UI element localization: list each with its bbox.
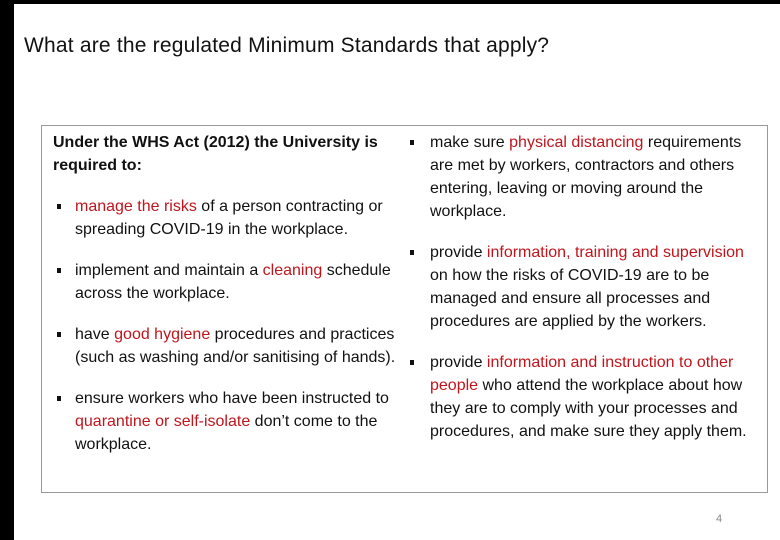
item-text: who attend the workplace about how they are to comply with your processes and procedures, and make sure they apply them.: [430, 377, 747, 440]
right-column: [410, 131, 765, 443]
item-text-highlight: manage the risks: [75, 198, 197, 215]
list-item: [53, 323, 408, 369]
square-bullet-icon: [57, 204, 61, 209]
item-text: make sure: [430, 134, 510, 151]
left-edge-bar: [0, 0, 14, 540]
intro-text: Under the WHS Act (2012) the University is required to:: [53, 134, 378, 174]
list-item: [53, 387, 408, 456]
item-text: provide: [430, 244, 487, 261]
top-rule: [14, 0, 780, 4]
item-text: provide: [430, 354, 487, 371]
square-bullet-icon: [410, 360, 414, 365]
list-item: [53, 259, 408, 305]
list-item: [410, 131, 765, 223]
left-column: [53, 131, 408, 456]
item-text: of a person contracting or spreading COVID-19 in the workplace.: [75, 198, 383, 238]
item-text: ensure workers who have been instructed to: [75, 390, 389, 407]
list-item: [53, 195, 408, 241]
item-text-highlight: cleaning: [262, 262, 323, 279]
page-number: 4: [716, 513, 723, 525]
square-bullet-icon: [57, 396, 61, 401]
list-item: [410, 241, 765, 333]
item-text: procedures and practices (such as washing and/or sanitising of hands).: [75, 326, 396, 366]
item-text-highlight: physical distancing: [509, 134, 644, 151]
slide-title: What are the regulated Minimum Standards that apply?: [24, 34, 550, 57]
item-text: on how the risks of COVID-19 are to be managed and ensure all processes and procedures are applied by the workers.: [430, 267, 711, 330]
item-text: schedule across the workplace.: [75, 262, 391, 302]
square-bullet-icon: [410, 140, 414, 145]
square-bullet-icon: [57, 268, 61, 273]
square-bullet-icon: [57, 332, 61, 337]
list-item: [410, 351, 765, 443]
item-text-highlight: quarantine or self-isolate: [75, 413, 251, 430]
item-text-highlight: information, training and supervision: [486, 244, 744, 261]
item-text-highlight: information and instruction to other people: [430, 354, 734, 394]
item-text: don’t come to the workplace.: [75, 413, 378, 453]
square-bullet-icon: [410, 250, 414, 255]
item-text-highlight: good hygiene: [114, 326, 211, 343]
item-text: have: [75, 326, 115, 343]
item-text: requirements are met by workers, contractors and others entering, leaving or moving around the workplace.: [430, 134, 742, 220]
item-text: implement and maintain a: [75, 262, 263, 279]
